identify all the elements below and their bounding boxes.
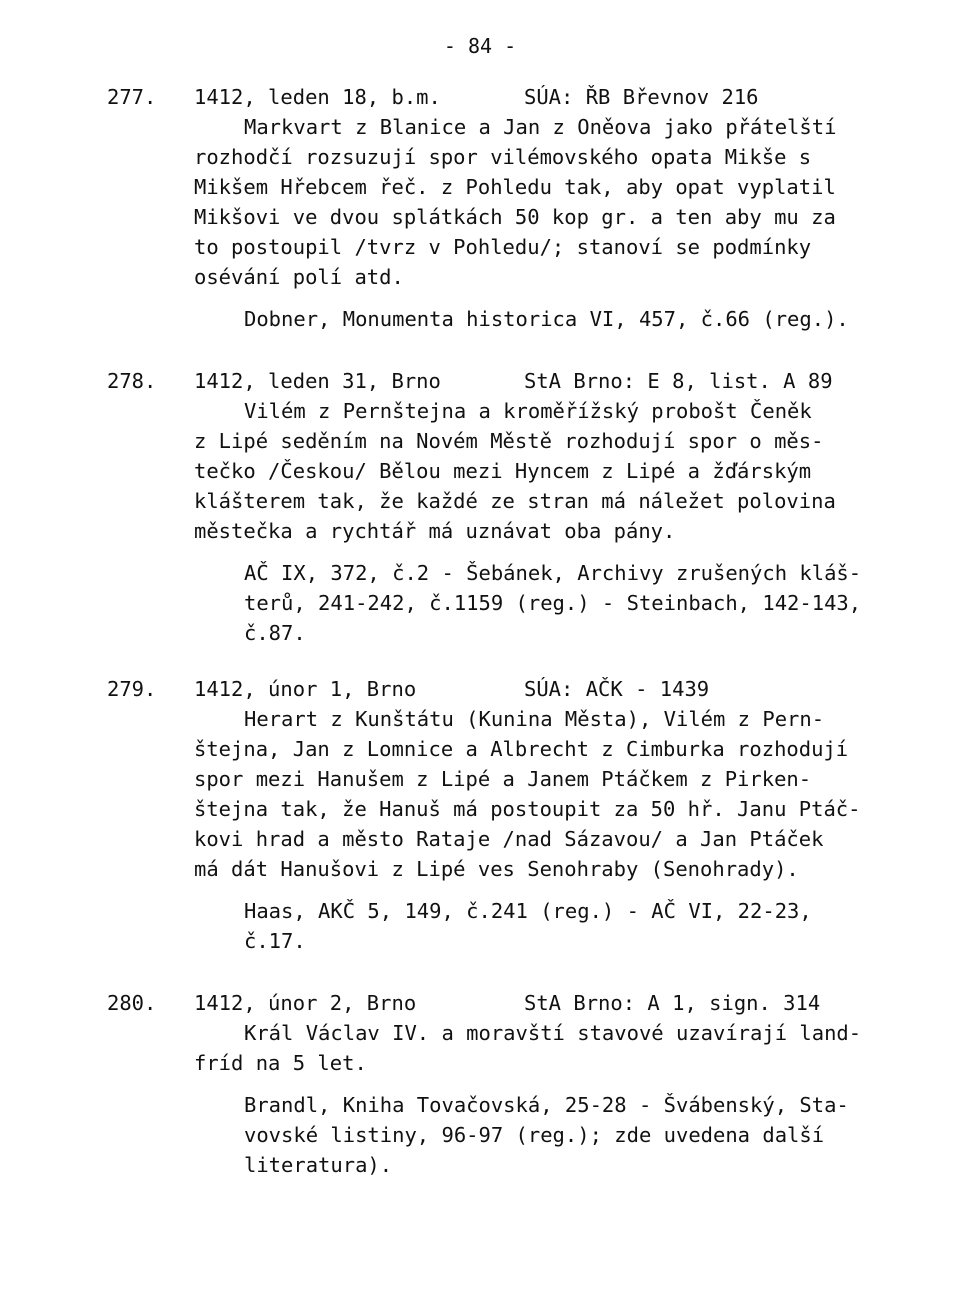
summary-line: tečko /Českou/ Bělou mezi Hyncem z Lipé a žďárským — [194, 459, 812, 483]
entry-references — [194, 558, 874, 648]
entry-header — [0, 366, 960, 396]
reference-line: AČ IX, 372, č.2 - Šebánek, Archivy zrušených kláš- — [244, 561, 862, 585]
summary-line: Král Václav IV. a moravští stavové uzavírají land- — [244, 1021, 862, 1045]
entry-body — [194, 704, 874, 956]
summary-line: spor mezi Hanušem z Lipé a Janem Ptáčkem z Pirken- — [194, 767, 812, 791]
summary-line: osévání polí atd. — [194, 265, 404, 289]
reference-line: literatura). — [244, 1153, 393, 1177]
entry-summary — [194, 704, 874, 884]
entry-header — [0, 988, 960, 1018]
entry-references — [194, 304, 874, 334]
summary-line: z Lipé seděním na Novém Městě rozhodují spor o měs- — [194, 429, 824, 453]
summary-line: Mikšem Hřebcem řeč. z Pohledu tak, aby opat vyplatil — [194, 175, 836, 199]
reference-line: č.87. — [244, 621, 306, 645]
entry-date: 1412, únor 2, Brno — [194, 991, 417, 1015]
regest-entry-279 — [0, 674, 960, 953]
entry-references — [194, 896, 874, 956]
entry-archival-source: SÚA: ŘB Břevnov 216 — [524, 85, 759, 109]
summary-line: Mikšovi ve dvou splátkách 50 kop gr. a ten aby mu za — [194, 205, 836, 229]
entry-date: 1412, únor 1, Brno — [194, 677, 417, 701]
entry-number: 278. — [107, 369, 157, 393]
regest-entry-277 — [0, 82, 960, 331]
reference-line: Haas, AKČ 5, 149, č.241 (reg.) - AČ VI, 22-23, — [244, 899, 812, 923]
entry-number: 279. — [107, 677, 157, 701]
reference-line: č.17. — [244, 929, 306, 953]
summary-line: rozhodčí rozsuzují spor vilémovského opata Mikše s — [194, 145, 812, 169]
summary-line: kovi hrad a město Rataje /nad Sázavou/ a Jan Ptáček — [194, 827, 824, 851]
summary-line: Vilém z Pernštejna a kroměřížský probošt Čeněk — [244, 399, 812, 423]
entry-summary — [194, 1018, 874, 1078]
entry-references — [194, 1090, 874, 1180]
regest-entry-278 — [0, 366, 960, 645]
entry-body — [194, 396, 874, 648]
summary-line: štejna tak, že Hanuš má postoupit za 50 hř. Janu Ptáč- — [194, 797, 861, 821]
entry-archival-source: StA Brno: E 8, list. A 89 — [524, 369, 833, 393]
entry-number: 280. — [107, 991, 157, 1015]
entry-archival-source: SÚA: AČK - 1439 — [524, 677, 710, 701]
summary-line: to postoupil /tvrz v Pohledu/; stanoví se podmínky — [194, 235, 812, 259]
summary-line: městečka a rychtář má uznávat oba pány. — [194, 519, 676, 543]
entry-archival-source: StA Brno: A 1, sign. 314 — [524, 991, 821, 1015]
entry-summary — [194, 396, 874, 546]
page-number: - 84 - — [443, 34, 517, 58]
entry-date: 1412, leden 31, Brno — [194, 369, 441, 393]
summary-line: Markvart z Blanice a Jan z Oněova jako přátelští — [244, 115, 837, 139]
summary-line: Herart z Kunštátu (Kunina Města), Vilém z Pern- — [244, 707, 825, 731]
entry-summary — [194, 112, 874, 292]
entry-header — [0, 82, 960, 112]
reference-line: Brandl, Kniha Tovačovská, 25-28 - Švábenský, Sta- — [244, 1093, 849, 1117]
reference-line: terů, 241-242, č.1159 (reg.) - Steinbach, 142-143, — [244, 591, 862, 615]
summary-line: klášterem tak, že každé ze stran má náležet polovina — [194, 489, 836, 513]
summary-line: má dát Hanušovi z Lipé ves Senohraby (Senohrady). — [194, 857, 799, 881]
entry-number: 277. — [107, 85, 157, 109]
regest-entry-280 — [0, 988, 960, 1177]
entry-header — [0, 674, 960, 704]
entry-date: 1412, leden 18, b.m. — [194, 85, 441, 109]
summary-line: fríd na 5 let. — [194, 1051, 367, 1075]
entry-body — [194, 1018, 874, 1180]
reference-line: Dobner, Monumenta historica VI, 457, č.66 (reg.). — [244, 307, 849, 331]
entry-body — [194, 112, 874, 334]
reference-line: vovské listiny, 96-97 (reg.); zde uvedena další — [244, 1123, 825, 1147]
summary-line: štejna, Jan z Lomnice a Albrecht z Cimburka rozhodují — [194, 737, 849, 761]
